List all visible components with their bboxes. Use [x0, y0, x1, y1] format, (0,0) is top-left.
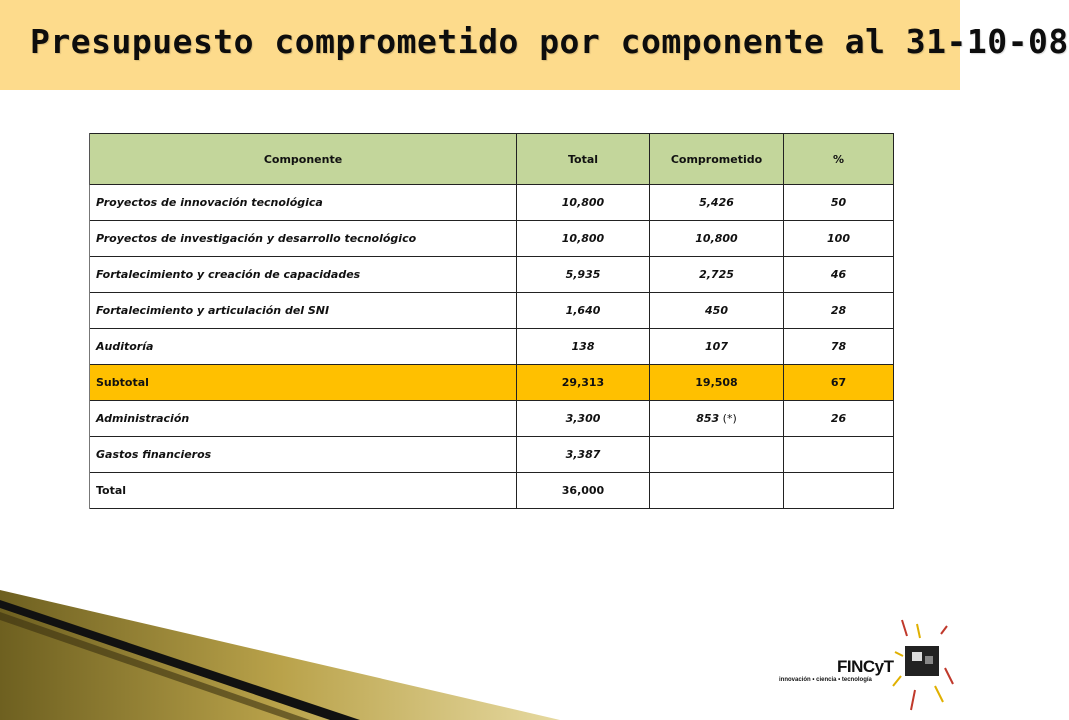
table-row: [90, 221, 894, 257]
logo-name: FINCyT: [837, 657, 894, 676]
table-row: [90, 185, 894, 221]
row-total: 138: [517, 329, 650, 365]
row-committed: [650, 437, 784, 473]
row-committed: 10,800: [650, 221, 784, 257]
row-component: Proyectos de investigación y desarrollo tecnológico: [90, 221, 517, 257]
row-committed: 853 (*): [650, 401, 784, 437]
header-total: Total: [517, 134, 650, 185]
row-component: Fortalecimiento y articulación del SNI: [90, 293, 517, 329]
row-committed: 19,508: [650, 365, 784, 401]
row-component: Proyectos de innovación tecnológica: [90, 185, 517, 221]
table-header-row: [90, 134, 894, 185]
row-component: Subtotal: [90, 365, 517, 401]
row-total: 36,000: [517, 473, 650, 509]
row-total: 3,387: [517, 437, 650, 473]
table-row: [90, 293, 894, 329]
row-percent: [784, 437, 894, 473]
fincyt-logo: [775, 612, 960, 720]
row-committed: 2,725: [650, 257, 784, 293]
row-percent: [784, 473, 894, 509]
row-percent: 50: [784, 185, 894, 221]
row-component: Fortalecimiento y creación de capacidades: [90, 257, 517, 293]
decorative-wedge: [0, 590, 600, 720]
row-percent: 78: [784, 329, 894, 365]
row-total: 5,935: [517, 257, 650, 293]
row-committed: 450: [650, 293, 784, 329]
row-total: 1,640: [517, 293, 650, 329]
total-row: [90, 473, 894, 509]
row-component: Administración: [90, 401, 517, 437]
table-row: [90, 401, 894, 437]
header-componente: Componente: [90, 134, 517, 185]
row-percent: 100: [784, 221, 894, 257]
row-component: Auditoría: [90, 329, 517, 365]
header-percent: %: [784, 134, 894, 185]
subtotal-row: [90, 365, 894, 401]
table-row: [90, 257, 894, 293]
title-band: [0, 0, 1069, 90]
row-committed: 5,426: [650, 185, 784, 221]
row-committed: 107: [650, 329, 784, 365]
row-component: Total: [90, 473, 517, 509]
slide-title: Presupuesto comprometido por componente al 31-10-08: [30, 22, 1069, 61]
row-total: 3,300: [517, 401, 650, 437]
row-total: 29,313: [517, 365, 650, 401]
header-comprometido: Comprometido: [650, 134, 784, 185]
row-percent: 67: [784, 365, 894, 401]
row-total: 10,800: [517, 221, 650, 257]
row-percent: 28: [784, 293, 894, 329]
budget-table: [89, 133, 894, 509]
row-committed: [650, 473, 784, 509]
row-total: 10,800: [517, 185, 650, 221]
table-row: [90, 437, 894, 473]
logo-tagline: innovación • ciencia • tecnología: [779, 677, 872, 683]
row-percent: 46: [784, 257, 894, 293]
row-component: Gastos financieros: [90, 437, 517, 473]
row-percent: 26: [784, 401, 894, 437]
table-row: [90, 329, 894, 365]
